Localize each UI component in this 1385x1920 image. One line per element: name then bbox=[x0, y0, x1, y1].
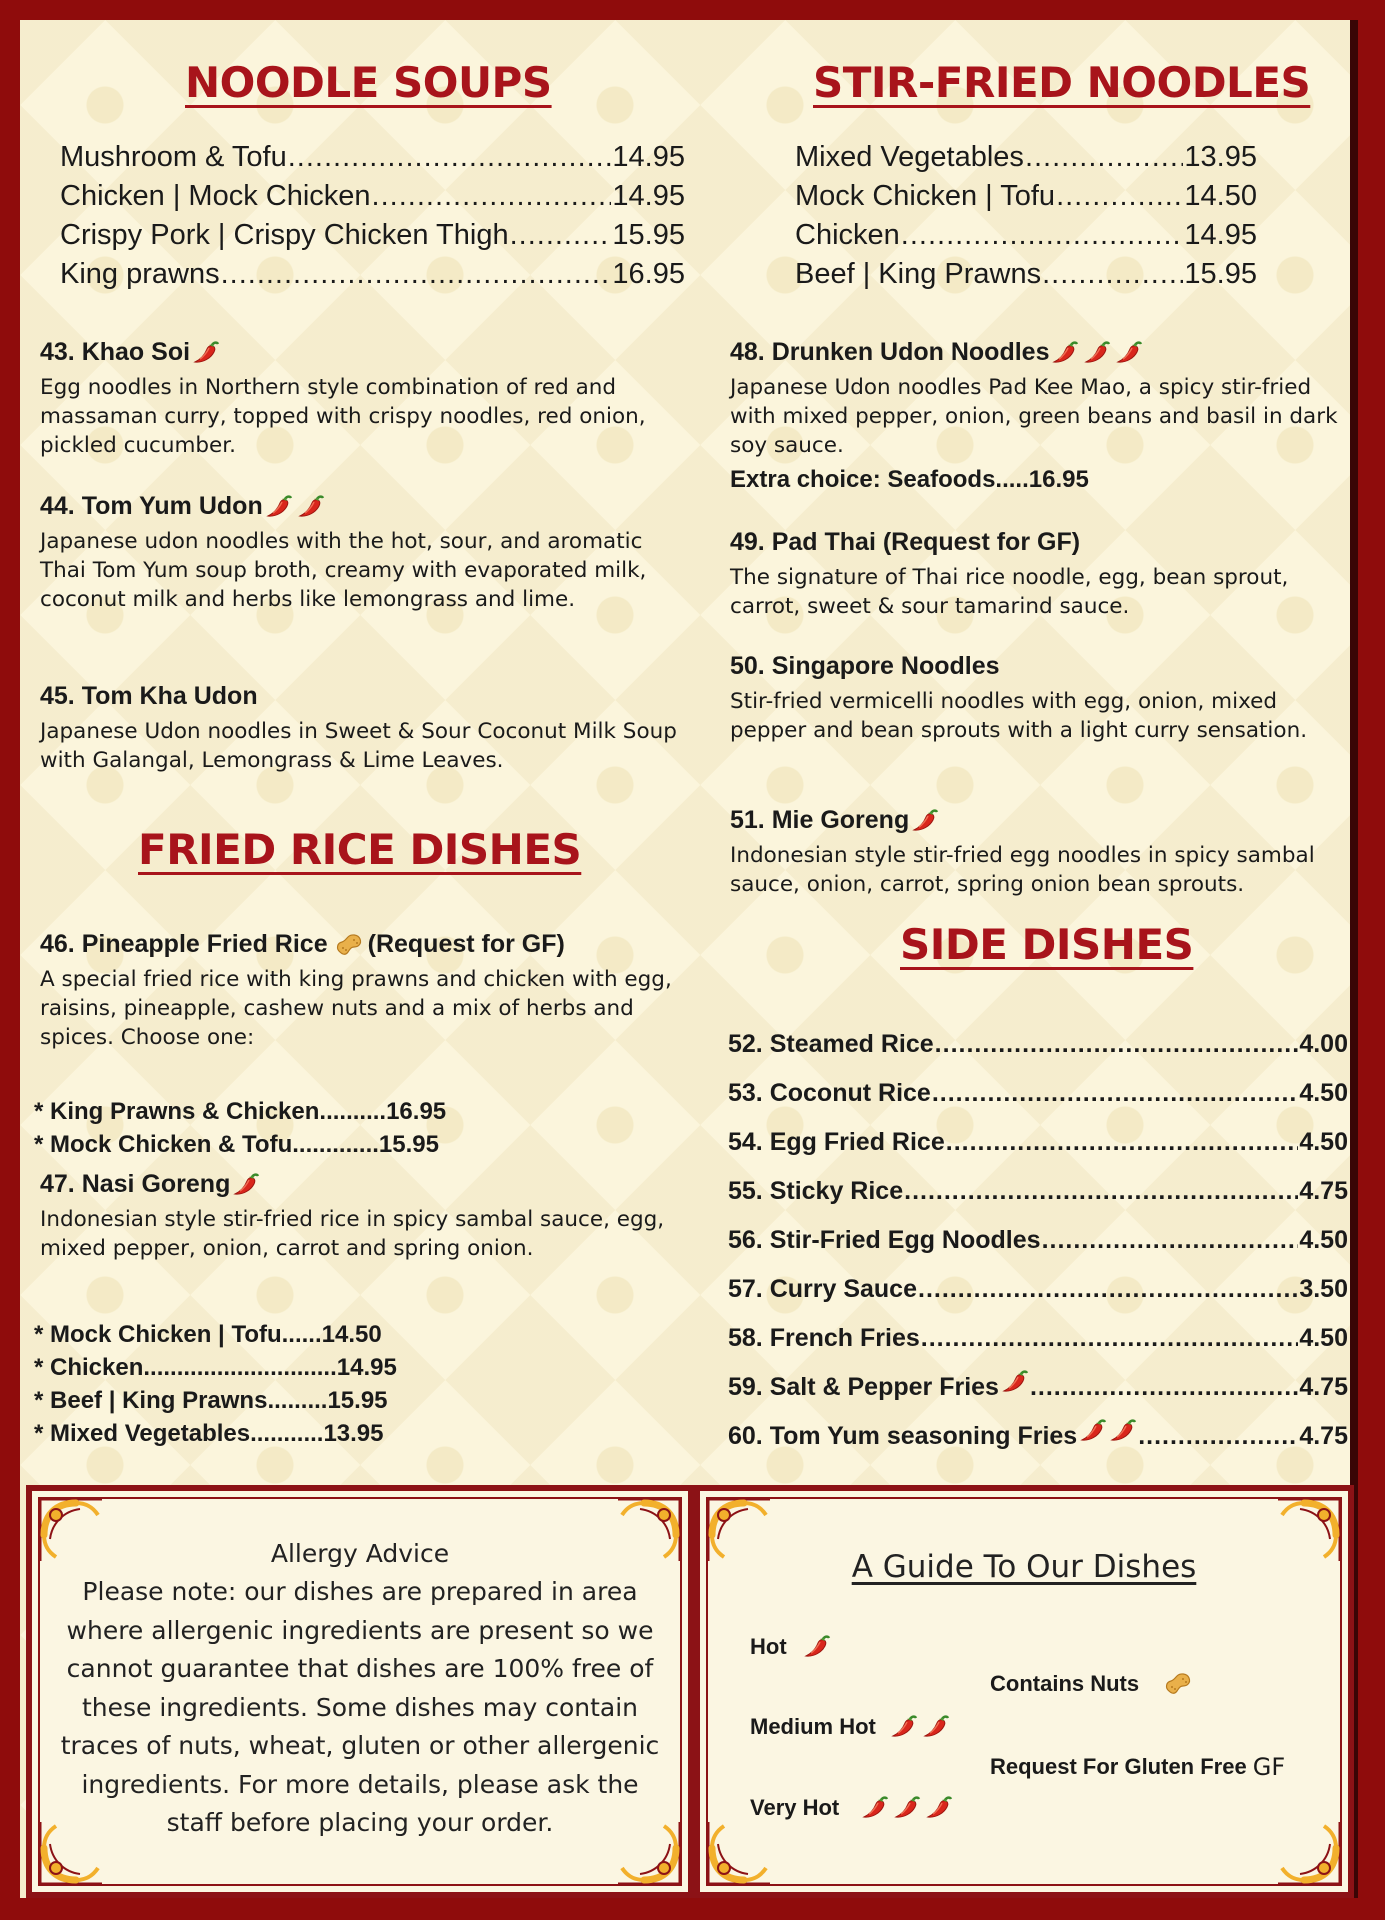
dish-46 bbox=[40, 930, 680, 1052]
legend-medium-hot bbox=[750, 1714, 952, 1740]
dish-title: 43. Khao Soi bbox=[40, 338, 191, 366]
dish-45 bbox=[40, 682, 680, 775]
chili-pepper-icon bbox=[1115, 340, 1145, 366]
stir-fried-price-list bbox=[795, 138, 1257, 294]
fried-rice-heading: FRIED RICE DISHES bbox=[138, 825, 582, 874]
side-dishes-heading: SIDE DISHES bbox=[900, 920, 1194, 969]
price-row bbox=[60, 255, 685, 294]
noodle-soups-heading: NOODLE SOUPS bbox=[185, 58, 552, 107]
dish-description: A special fried rice with king prawns and chicken with egg, raisins, pineapple, cashew nuts and a mix of herbs and spices. Choose one: bbox=[40, 967, 672, 1050]
dish-44 bbox=[40, 492, 680, 614]
chili-pepper-icon bbox=[265, 494, 295, 520]
price-item-value: 14.95 bbox=[1184, 219, 1257, 251]
dish-extra-choice: Extra choice: Seafoods.....16.95 bbox=[730, 466, 1089, 493]
price-row bbox=[795, 216, 1257, 255]
price-row bbox=[795, 138, 1257, 177]
chili-pepper-icon bbox=[922, 1714, 952, 1740]
side-dish-price: 4.75 bbox=[1299, 1422, 1348, 1450]
side-dish-name: 60. Tom Yum seasoning Fries bbox=[728, 1422, 1078, 1450]
dish-title: 47. Nasi Goreng bbox=[40, 1170, 231, 1198]
side-dish-row bbox=[728, 1314, 1348, 1363]
legend-gluten-free bbox=[990, 1753, 1285, 1781]
price-item-name: Beef | King Prawns bbox=[795, 258, 1042, 290]
dish-48 bbox=[730, 338, 1350, 494]
allergy-advice-box bbox=[26, 1485, 694, 1898]
dish-title: 45. Tom Kha Udon bbox=[40, 682, 258, 710]
choice-item: * Beef | King Prawns.........15.95 bbox=[34, 1387, 388, 1414]
chili-pepper-icon bbox=[925, 1795, 955, 1821]
choice-item: * Mock Chicken | Tofu......14.50 bbox=[34, 1321, 382, 1348]
menu-page bbox=[20, 20, 1358, 1898]
dish-title: 48. Drunken Udon Noodles bbox=[730, 338, 1050, 366]
dish-title-suffix: (Request for GF) bbox=[367, 930, 565, 958]
dish-51 bbox=[730, 806, 1350, 899]
price-row bbox=[795, 255, 1257, 294]
price-item-name: Crispy Pork | Crispy Chicken Thigh bbox=[60, 219, 509, 251]
price-item-name: Chicken bbox=[795, 219, 900, 251]
side-dish-price: 4.50 bbox=[1299, 1226, 1348, 1254]
noodle-soups-price-list bbox=[60, 138, 685, 294]
side-dish-row bbox=[728, 1216, 1348, 1265]
legend-hot bbox=[750, 1634, 833, 1660]
legend-very-hot bbox=[750, 1795, 955, 1821]
choice-item: * King Prawns & Chicken..........16.95 bbox=[34, 1098, 447, 1125]
price-item-value: 15.95 bbox=[612, 219, 685, 251]
side-dish-row bbox=[728, 1069, 1348, 1118]
price-item-value: 15.95 bbox=[1184, 258, 1257, 290]
side-dish-price: 4.50 bbox=[1299, 1128, 1348, 1156]
side-dish-row bbox=[728, 1363, 1348, 1412]
side-dish-name: 59. Salt & Pepper Fries bbox=[728, 1373, 999, 1401]
price-item-name: King prawns bbox=[60, 258, 220, 290]
legend-medium-hot-label: Medium Hot bbox=[750, 1714, 876, 1739]
dish-description: Japanese Udon noodles Pad Kee Mao, a spicy stir-fried with mixed pepper, onion, green beans and basil in dark soy sauce. bbox=[730, 375, 1338, 458]
price-item-value: 14.50 bbox=[1184, 180, 1257, 212]
allergy-advice-text: Please note: our dishes are prepared in area where allergenic ingredients are present so we cannot guarantee that dishes are 100% free of these ingredients. Some dishes may contain traces of nuts, wheat, gluten or other allergenic ingredients. For more details, please ask the staff before placing your order. bbox=[60, 1577, 660, 1837]
side-dish-name: 56. Stir-Fried Egg Noodles bbox=[728, 1226, 1041, 1254]
price-item-name: Mushroom & Tofu bbox=[60, 141, 287, 173]
side-dish-row bbox=[728, 1118, 1348, 1167]
chili-pepper-icon bbox=[1079, 1418, 1107, 1444]
legend-nuts-label: Contains Nuts bbox=[990, 1671, 1140, 1696]
chili-pepper-icon bbox=[803, 1634, 833, 1660]
legend-contains-nuts bbox=[990, 1671, 1197, 1697]
chili-pepper-icon bbox=[297, 494, 327, 520]
dish-description: Egg noodles in Northern style combination of red and massaman curry, topped with crispy noodles, red onion, pickled cucumber. bbox=[40, 375, 646, 458]
side-dish-name: 54. Egg Fried Rice bbox=[728, 1128, 945, 1156]
side-dish-row bbox=[728, 1265, 1348, 1314]
chili-pepper-icon bbox=[1001, 1369, 1029, 1395]
side-dish-price: 3.50 bbox=[1299, 1275, 1348, 1303]
chili-pepper-icon bbox=[1109, 1418, 1137, 1444]
chili-pepper-icon bbox=[861, 1795, 891, 1821]
chili-pepper-icon bbox=[1051, 340, 1081, 366]
choice-item: * Mixed Vegetables...........13.95 bbox=[34, 1420, 384, 1447]
dish-50 bbox=[730, 652, 1350, 745]
dish-description: Indonesian style stir-fried egg noodles in spicy sambal sauce, onion, carrot, spring onion bean sprouts. bbox=[730, 843, 1315, 897]
peanut-icon bbox=[334, 932, 366, 958]
legend-very-hot-label: Very Hot bbox=[750, 1795, 840, 1820]
dish-guide-title: A Guide To Our Dishes bbox=[851, 1549, 1197, 1585]
dish-title: 49. Pad Thai (Request for GF) bbox=[730, 528, 1081, 556]
side-dish-name: 58. French Fries bbox=[728, 1324, 920, 1352]
dish-title: 46. Pineapple Fried Rice bbox=[40, 930, 328, 958]
chili-pepper-icon bbox=[911, 808, 941, 834]
chili-pepper-icon bbox=[893, 1795, 923, 1821]
dish-47 bbox=[40, 1170, 680, 1263]
side-dish-name: 57. Curry Sauce bbox=[728, 1275, 917, 1303]
side-dish-row bbox=[728, 1412, 1348, 1461]
ornament-corner-bottom-left bbox=[704, 1818, 774, 1888]
side-dish-price: 4.50 bbox=[1299, 1324, 1348, 1352]
side-dish-price: 4.75 bbox=[1299, 1177, 1348, 1205]
dish-description: Stir-fried vermicelli noodles with egg, onion, mixed pepper and bean sprouts with a light curry sensation. bbox=[730, 689, 1308, 743]
choice-item: * Mock Chicken & Tofu.............15.95 bbox=[34, 1131, 439, 1158]
price-row bbox=[795, 177, 1257, 216]
side-dishes-price-list bbox=[728, 1020, 1348, 1461]
price-row bbox=[60, 216, 685, 255]
chili-pepper-icon bbox=[192, 340, 222, 366]
price-item-value: 14.95 bbox=[612, 141, 685, 173]
side-dish-name: 53. Coconut Rice bbox=[728, 1079, 931, 1107]
dish-49 bbox=[730, 528, 1350, 621]
side-dish-price: 4.50 bbox=[1299, 1079, 1348, 1107]
price-item-value: 13.95 bbox=[1184, 141, 1257, 173]
peanut-icon bbox=[1163, 1671, 1195, 1697]
side-dish-name: 52. Steamed Rice bbox=[728, 1030, 934, 1058]
price-item-name: Chicken | Mock Chicken bbox=[60, 180, 371, 212]
dish-title: 50. Singapore Noodles bbox=[730, 652, 1000, 680]
price-item-value: 16.95 bbox=[612, 258, 685, 290]
dish-43 bbox=[40, 338, 680, 460]
price-item-value: 14.95 bbox=[612, 180, 685, 212]
stir-fried-noodles-heading: STIR-FRIED NOODLES bbox=[813, 58, 1311, 107]
dish-title: 51. Mie Goreng bbox=[730, 806, 910, 834]
dish-title: 44. Tom Yum Udon bbox=[40, 492, 263, 520]
dish-46-choices bbox=[34, 1095, 446, 1161]
price-item-name: Mixed Vegetables bbox=[795, 141, 1024, 173]
side-dish-row bbox=[728, 1020, 1348, 1069]
dish-description: Japanese udon noodles with the hot, sour, and aromatic Thai Tom Yum soup broth, creamy with evaporated milk, coconut milk and herbs like lemongrass and lime. bbox=[40, 529, 647, 612]
legend-gluten-free-label: Request For Gluten Free bbox=[990, 1754, 1247, 1779]
choice-item: * Chicken.............................14.95 bbox=[34, 1354, 397, 1381]
dish-guide-box bbox=[694, 1485, 1354, 1898]
price-item-name: Mock Chicken | Tofu bbox=[795, 180, 1056, 212]
side-dish-name: 55. Sticky Rice bbox=[728, 1177, 904, 1205]
ornament-corner-bottom-right bbox=[1274, 1818, 1344, 1888]
dish-description: Indonesian style stir-fried rice in spicy sambal sauce, egg, mixed pepper, onion, carrot and spring onion. bbox=[40, 1207, 665, 1261]
price-row bbox=[60, 177, 685, 216]
side-dish-row bbox=[728, 1167, 1348, 1216]
price-row bbox=[60, 138, 685, 177]
chili-pepper-icon bbox=[1083, 340, 1113, 366]
dish-description: Japanese Udon noodles in Sweet & Sour Coconut Milk Soup with Galangal, Lemongrass & Lime Leaves. bbox=[40, 719, 677, 773]
legend-hot-label: Hot bbox=[750, 1634, 787, 1659]
allergy-advice-title: Allergy Advice bbox=[270, 1539, 450, 1568]
chili-pepper-icon bbox=[890, 1714, 920, 1740]
chili-pepper-icon bbox=[232, 1172, 262, 1198]
side-dish-price: 4.75 bbox=[1299, 1373, 1348, 1401]
dish-description: The signature of Thai rice noodle, egg, bean sprout, carrot, sweet & sour tamarind sauce. bbox=[730, 565, 1289, 619]
dish-47-choices bbox=[34, 1318, 397, 1450]
side-dish-price: 4.00 bbox=[1299, 1030, 1348, 1058]
gluten-free-mark: GF bbox=[1252, 1753, 1286, 1781]
